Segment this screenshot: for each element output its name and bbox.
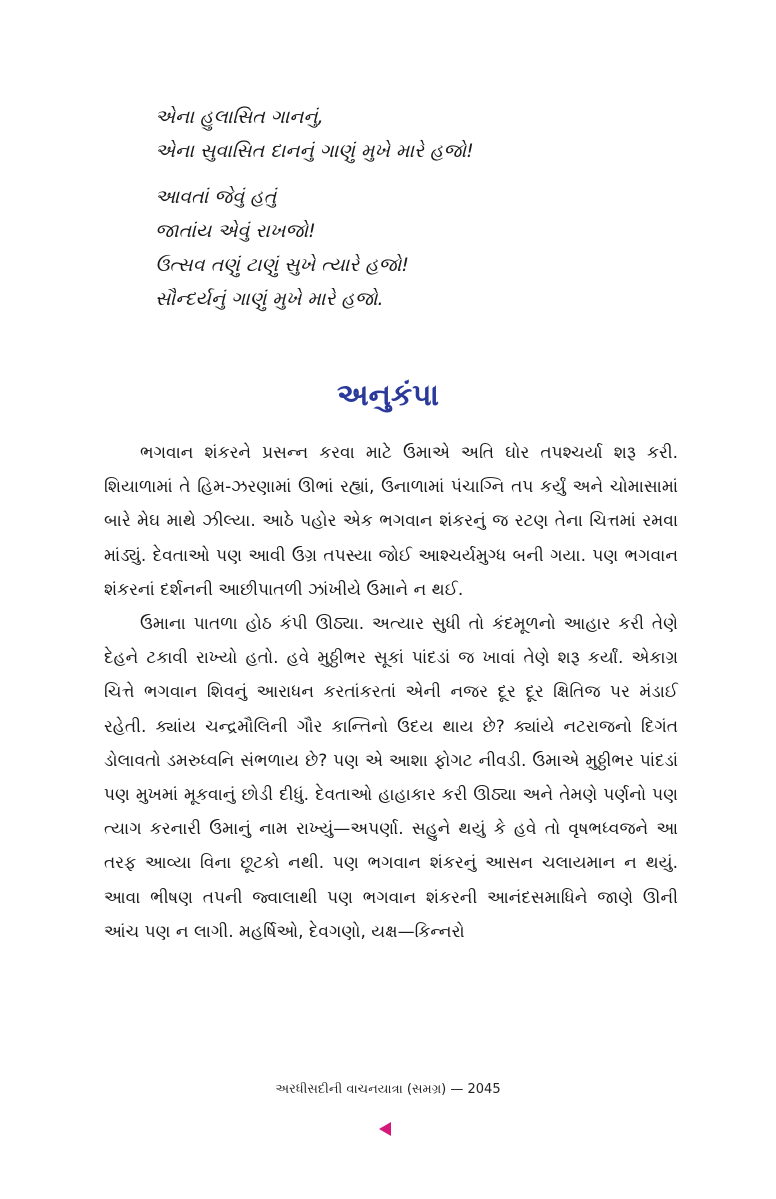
poem-line: એના સુવાસિત દાનનું ગાણું મુખે મારે હજો! bbox=[155, 140, 474, 162]
poem-stanza-2 bbox=[155, 180, 675, 316]
poem-line: જાતાંય એવું રાખજો! bbox=[155, 220, 316, 242]
poem-line: ઉત્સવ તણું ટાણું સુખે ત્યારે હજો! bbox=[155, 254, 410, 276]
paragraph: ઉમાના પાતળા હોઠ કંપી ઊઠ્યા. અત્યાર સુધી તો કંદમૂળનો આહાર કરી તેણે દેહને ટકાવી રાખ્યો હતો. હવે મુઠ્ઠીભર સૂકાં પાંદડાં જ ખાવાં તેણે શરૂ કર્યાં. એકાગ્ર ચિત્તે ભગવાન શિવનું આરાધન કરતાંકરતાં એની નજર દૂર દૂર ક્ષિતિજ પર મંડાઈ રહેતી. ક્યાંય ચન્દ્રમૌલિની ગૌર કાન્તિનો ઉદય થાય છે? ક્યાંયે નટરાજનો દિગંત ડોલાવતો ડમરુધ્વનિ સંભળાય છે? પણ એ આશા ફોગટ નીવડી. ઉમાએ મુઠ્ઠીભર પાંદડાં પણ મુખમાં મૂકવાનું છોડી દીધું. દેવતાઓ હાહાકાર કરી ઊઠ્યા અને તેમણે પર્ણનો પણ ત્યાગ કરનારી ઉમાનું નામ રાખ્યું—અપર્ણા. સહુને થયું કે હવે તો વૃષભધ્વજને આ તરફ આવ્યા વિના છૂટકો નથી. પણ ભગવાન શંકરનું આસન ચલાયમાન ન થયું. આવા ભીષણ તપની જ્વાલાથી પણ ભગવાન શંકરની આનંદસમાધિને જાણે ઊની આંચ પણ ન લાગી. મહર્ષિઓ, દેવગણો, યક્ષ—કિન્નરો bbox=[104, 614, 678, 942]
chapter-body bbox=[104, 436, 678, 949]
previous-page-arrow-icon[interactable] bbox=[379, 1122, 391, 1136]
chapter-title: અનુકંપા bbox=[337, 378, 439, 413]
poem-stanza-1 bbox=[155, 100, 675, 168]
poem-line: આવતાં જેવું હતું bbox=[155, 186, 277, 208]
poem-line: સૌન્દર્યનું ગાણું મુખે મારે હજો. bbox=[155, 288, 384, 310]
poem-line: એના હુલાસિત ગાનનું, bbox=[155, 106, 324, 128]
page-footer: અરધીસદીની વાચનયાત્રા (સમગ્ર) — 2045 bbox=[275, 1082, 501, 1097]
poem bbox=[155, 100, 675, 316]
paragraph: ભગવાન શંકરને પ્રસન્ન કરવા માટે ઉમાએ અતિ ઘોર તપશ્ચર્યા શરૂ કરી. શિયાળામાં તે હિમ-ઝરણામાં ઊભાં રહ્યાં, ઉનાળામાં પંચાગ્નિ તપ કર્યું અને ચોમાસામાં બારે મેઘ માથે ઝીલ્યા. આઠે પહોર એક ભગવાન શંકરનું જ રટણ તેના ચિત્તમાં રમવા માંડ્યું. દેવતાઓ પણ આવી ઉગ્ર તપસ્યા જોઈ આશ્ચર્યમુગ્ધ બની ગયા. પણ ભગવાન શંકરનાં દર્શનની આછીપાતળી ઝાંખીયે ઉમાને ન થઈ. bbox=[104, 443, 678, 600]
